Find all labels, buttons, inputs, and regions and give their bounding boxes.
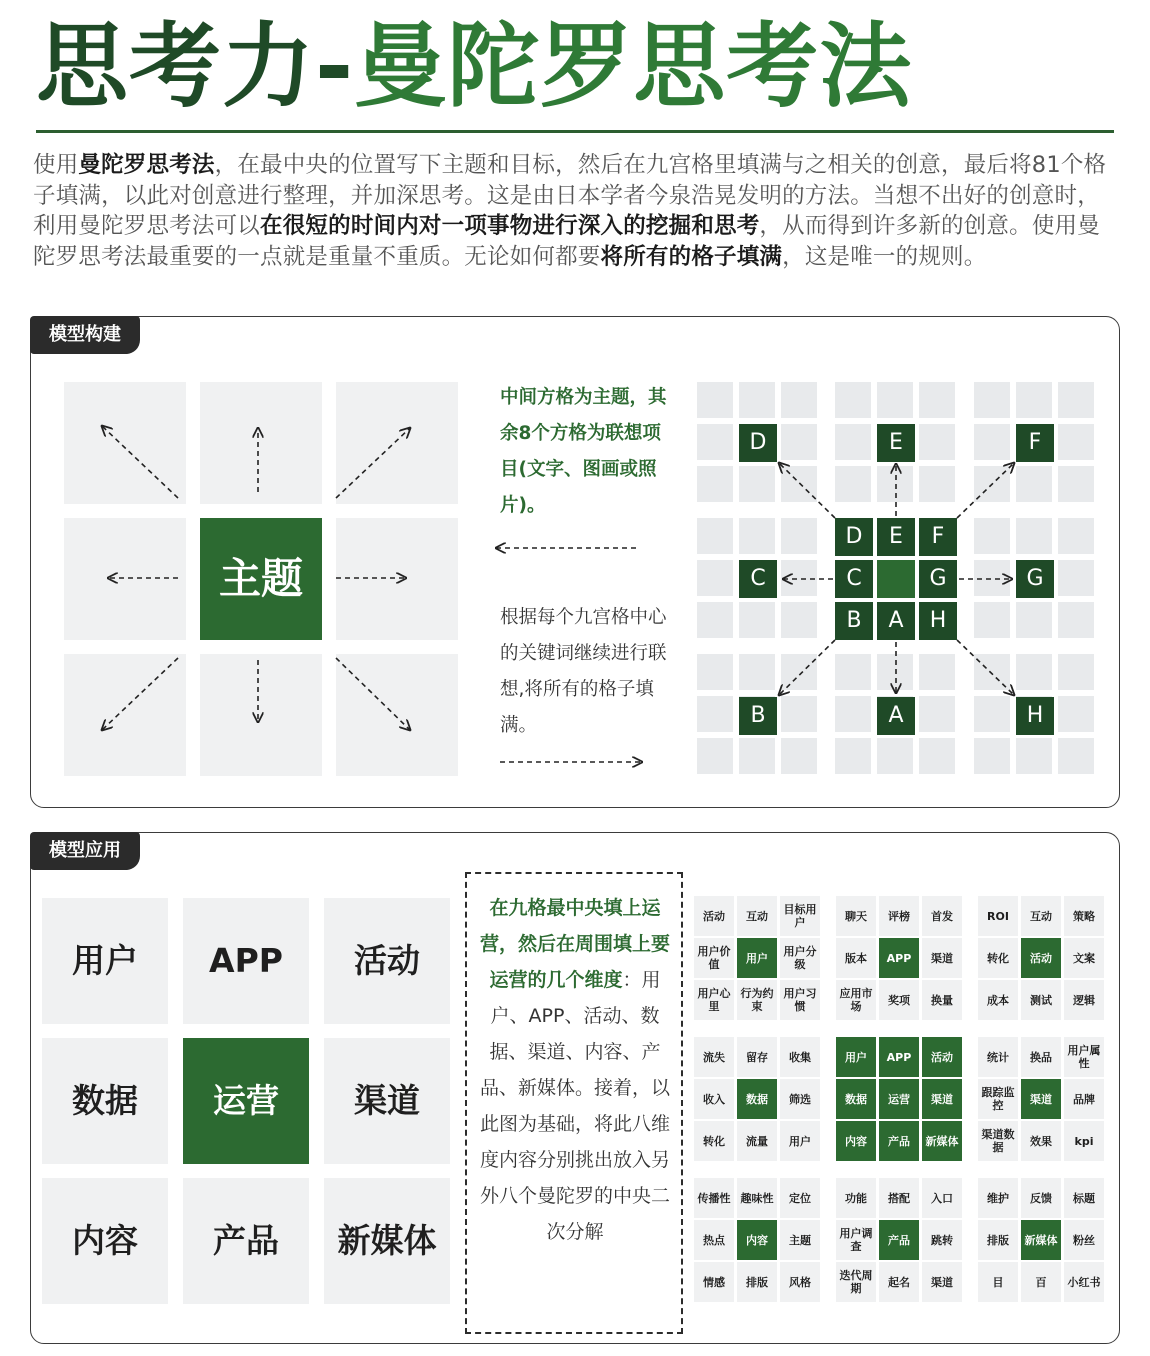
mandala-cell: 用户属性	[1064, 1037, 1104, 1077]
arrow-down-right	[336, 658, 410, 730]
mandala-cell: 流量	[737, 1121, 777, 1161]
grid-description-top: 中间方格为主题，其余8个方格为联想项目(文字、图画或照片)。	[500, 387, 667, 516]
mandala-cell: 入口	[922, 1178, 962, 1218]
inner-square-d: D	[835, 518, 873, 556]
model-application-tag: 模型应用	[30, 832, 140, 870]
mandala-cell: 粉丝	[1064, 1220, 1104, 1260]
mandala-cell: 成本	[978, 980, 1018, 1020]
arrow-grid-b	[779, 640, 835, 695]
mandala-cell: 排版	[737, 1262, 777, 1302]
model-build-tag: 模型构建	[30, 316, 140, 354]
title-part1: 思考力-	[36, 13, 355, 120]
outer-square-b: B	[739, 697, 777, 735]
mandala-cell: 小红书	[1064, 1262, 1104, 1302]
mandala-cell: 迭代周期	[836, 1262, 876, 1302]
mandala-cell: 功能	[836, 1178, 876, 1218]
mandala-cell: 反馈	[1021, 1178, 1061, 1218]
outer-square-h: H	[1016, 697, 1054, 735]
mandala-cell: 起名	[879, 1262, 919, 1302]
mandala-cell: 渠道	[922, 1262, 962, 1302]
mandala-cell: 测试	[1021, 980, 1061, 1020]
mandala-cell: 数据	[836, 1079, 876, 1119]
mandala-cell: 目标用户	[780, 896, 820, 936]
mandala-cell: 互动	[1021, 896, 1061, 936]
mandala-cell: 渠道	[922, 938, 962, 978]
arrow-down-left	[102, 658, 178, 730]
mandala-cell: 新媒体	[922, 1121, 962, 1161]
outer-square-f: F	[1016, 424, 1054, 462]
mandala-cell: 渠道数据	[978, 1121, 1018, 1161]
mandala-cell: 版本	[836, 938, 876, 978]
mandala-cell: 用户	[780, 1121, 820, 1161]
mandala-cell: 百	[1021, 1262, 1061, 1302]
inner-square-a: A	[877, 602, 915, 640]
mandala-cell: 产品	[879, 1220, 919, 1260]
mandala-cell: 新媒体	[1021, 1220, 1061, 1260]
dimension-cell-app: APP	[183, 898, 309, 1024]
mandala-cell: 热点	[694, 1220, 734, 1260]
dimension-cell-data: 数据	[42, 1038, 168, 1164]
dimension-cell-activity: 活动	[324, 898, 450, 1024]
mandala-cell: 应用市场	[836, 980, 876, 1020]
arrow-grid-f	[957, 463, 1014, 518]
mandala-cell: 效果	[1021, 1121, 1061, 1161]
dimension-cell-content: 内容	[42, 1178, 168, 1304]
mandala-cell: 排版	[978, 1220, 1018, 1260]
mandala-cell: 产品	[879, 1121, 919, 1161]
dimension-cell-channel: 渠道	[324, 1038, 450, 1164]
mandala-cell: 搭配	[879, 1178, 919, 1218]
mandala-cell: 情感	[694, 1262, 734, 1302]
mandala-cell: 目	[978, 1262, 1018, 1302]
application-description-bold: 在九格最中央填上运营，然后在周围填上要运营的几个维度	[480, 897, 671, 991]
application-description-text: ：用户、APP、活动、数据、渠道、内容、产品、新媒体。接着，以此图为基础，将此八维度内容分别挑出放入另外八个曼陀罗的中央二次分解	[480, 969, 671, 1243]
mandala-cell: 流失	[694, 1037, 734, 1077]
mandala-cell: 活动	[694, 896, 734, 936]
mandala-cell: 传播性	[694, 1178, 734, 1218]
outer-square-e: E	[877, 424, 915, 462]
mandala-cell: 评榜	[879, 896, 919, 936]
mandala-cell: 逻辑	[1064, 980, 1104, 1020]
mandala-cell: 用户分级	[780, 938, 820, 978]
mandala-cell: ROI	[978, 896, 1018, 936]
mandala-cell: 用户心里	[694, 980, 734, 1020]
mandala-cell: 转化	[978, 938, 1018, 978]
arrow-up-left	[102, 426, 178, 498]
mandala-cell: 收入	[694, 1079, 734, 1119]
mandala-cell: 跟踪监控	[978, 1079, 1018, 1119]
mandala-cell: kpi	[1064, 1121, 1104, 1161]
outer-square-g: G	[1016, 560, 1054, 598]
grid-description-bottom: 根据每个九宫格中心的关键词继续进行联想,将所有的格子填满。	[500, 607, 667, 736]
mandala-cell: 标题	[1064, 1178, 1104, 1218]
mandala-cell: 活动	[1021, 938, 1061, 978]
mandala-cell: 留存	[737, 1037, 777, 1077]
intro-bold-1: 曼陀罗思考法	[78, 152, 215, 178]
mandala-cell: 维护	[978, 1178, 1018, 1218]
intro-text-4: ，这是唯一的规则。	[782, 243, 987, 270]
mandala-cell: 跳转	[922, 1220, 962, 1260]
arrow-up-right	[336, 428, 410, 498]
mandala-cell: 运营	[879, 1079, 919, 1119]
inner-square-h: H	[919, 602, 957, 640]
mandala-cell: 聊天	[836, 896, 876, 936]
dimension-cell-user: 用户	[42, 898, 168, 1024]
dimension-cell-operations: 运营	[183, 1038, 309, 1164]
mandala-cell: APP	[879, 938, 919, 978]
mandala-cell: 用户调查	[836, 1220, 876, 1260]
mandala-cell: 渠道	[1021, 1079, 1061, 1119]
mandala-cell: 统计	[978, 1037, 1018, 1077]
mandala-cell: 品牌	[1064, 1079, 1104, 1119]
mandala-cell: 策略	[1064, 896, 1104, 936]
dimension-cell-product: 产品	[183, 1178, 309, 1304]
mandala-cell: 用户	[737, 938, 777, 978]
mandala-cell: 筛选	[780, 1079, 820, 1119]
intro-text-1: 使用	[33, 152, 79, 178]
mandala-cell: 用户习惯	[780, 980, 820, 1020]
mandala-cell: 内容	[836, 1121, 876, 1161]
intro-text-2: ，在最中央的位置写下主题和目标，然后在九宫格里填满与之相关的创意，最后将81个格子填满，以此对创意进行整理，并加深思考。这是由日本学者今泉浩晃发明的方法。当想不出好的创意时，利用曼陀罗思考法可以	[33, 152, 1107, 239]
mandala-cell: 文案	[1064, 938, 1104, 978]
mandala-cell: 主题	[780, 1220, 820, 1260]
mandala-cell: 趣味性	[737, 1178, 777, 1218]
mandala-cell: 活动	[922, 1037, 962, 1077]
center-topic-label: 主题	[218, 554, 303, 603]
application-description	[480, 890, 670, 1250]
intro-text-3: ，从而得到许多新的创意。使用曼陀罗思考法最重要的一点就是重量不重质。无论如何都要	[33, 213, 1100, 270]
inner-square-b: B	[835, 602, 873, 640]
arrow-grid-d	[779, 463, 835, 518]
arrow-grid-h	[957, 640, 1014, 695]
mandala-cell: 奖项	[879, 980, 919, 1020]
mandala-cell: 换品	[1021, 1037, 1061, 1077]
mandala-cell: 换量	[922, 980, 962, 1020]
mandala-cell: 转化	[694, 1121, 734, 1161]
intro-bold-3: 将所有的格子填满	[600, 243, 783, 270]
dimension-cell-new-media: 新媒体	[324, 1178, 450, 1304]
inner-square-g: G	[919, 560, 957, 598]
mandala-cell: 收集	[780, 1037, 820, 1077]
mandala-cell: 用户	[836, 1037, 876, 1077]
mandala-cell: APP	[879, 1037, 919, 1077]
mandala-cell: 渠道	[922, 1079, 962, 1119]
mandala-cell: 定位	[780, 1178, 820, 1218]
inner-square-c: C	[835, 560, 873, 598]
intro-bold-2: 在很短的时间内对一项事物进行深入的挖掘和思考	[260, 213, 760, 239]
mandala-cell: 互动	[737, 896, 777, 936]
outer-square-d: D	[739, 424, 777, 462]
mandala-cell: 用户价值	[694, 938, 734, 978]
title-part2: 曼陀罗思考法	[354, 13, 913, 120]
outer-square-a: A	[877, 697, 915, 735]
inner-square-e: E	[877, 518, 915, 556]
mandala-cell: 首发	[922, 896, 962, 936]
mandala-cell: 行为约束	[737, 980, 777, 1020]
mandala-cell: 风格	[780, 1262, 820, 1302]
outer-square-c: C	[739, 560, 777, 598]
inner-square-f: F	[919, 518, 957, 556]
mandala-cell: 内容	[737, 1220, 777, 1260]
mandala-cell: 数据	[737, 1079, 777, 1119]
